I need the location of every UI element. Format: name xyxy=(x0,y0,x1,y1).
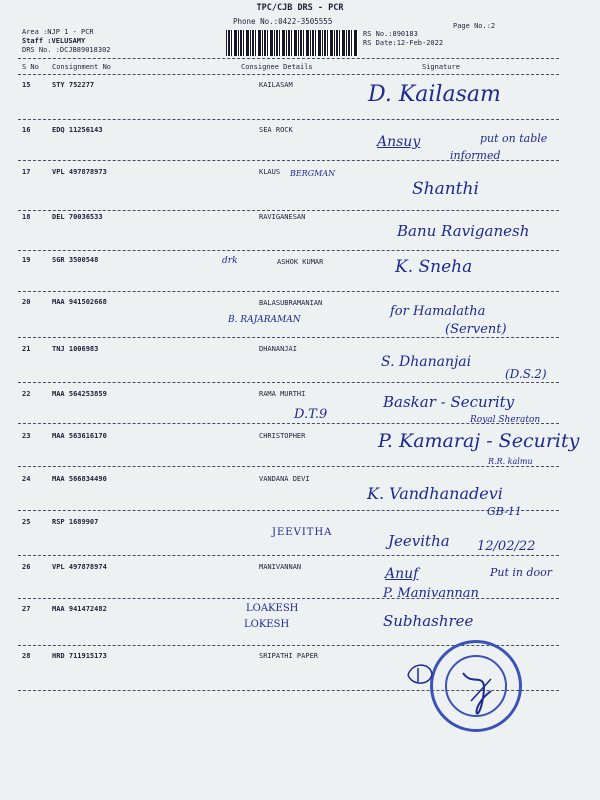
signature-subhashree: Subhashree xyxy=(383,612,474,630)
barcode xyxy=(226,30,358,56)
signature-baskar-security: Baskar - Security xyxy=(383,393,515,411)
row-sno: 20 xyxy=(22,298,31,306)
row-sno: 18 xyxy=(22,213,31,221)
row-consignment-no: RSP 1689907 xyxy=(52,518,99,526)
row-sno: 15 xyxy=(22,81,31,89)
row-divider xyxy=(18,210,559,211)
row-consignment-no: STY 752277 xyxy=(52,81,95,89)
note-put-in-door: Put in door xyxy=(490,566,553,579)
rs-date: RS Date:12-Feb-2022 xyxy=(363,39,444,47)
row-consignee: KAILASAM xyxy=(259,81,293,89)
row-divider xyxy=(18,250,559,251)
signature-jeevitha: Jeevitha xyxy=(388,532,450,550)
note-dt9: D.T.9 xyxy=(294,407,328,422)
row-sno: 22 xyxy=(22,390,31,398)
note-drk: drk xyxy=(222,256,238,266)
note-rr-kalmu: R.R. kalmu xyxy=(488,457,533,466)
row-consignee: RAVIGANESAN xyxy=(259,213,306,221)
signature-anuf: Anuf xyxy=(385,566,419,582)
row-consignment-no: MAA 563616170 xyxy=(52,432,107,440)
note-informed: informed xyxy=(450,149,501,162)
row-consignment-no: DEL 70036533 xyxy=(52,213,103,221)
row-consignment-no: VPL 497878973 xyxy=(52,168,107,176)
note-ds2: (D.S.2) xyxy=(505,367,547,381)
row-consignment-no: MAA 566834490 xyxy=(52,475,107,483)
handwritten-b-rajaraman: B. RAJARAMAN xyxy=(228,315,301,325)
date-12-02-22: 12/02/22 xyxy=(477,539,536,554)
row-divider xyxy=(18,337,559,338)
row-divider xyxy=(18,510,559,511)
row-consignment-no: VPL 497878974 xyxy=(52,563,107,571)
row-consignment-no: TNJ 1006983 xyxy=(52,345,99,353)
row-consignment-no: MAA 564253859 xyxy=(52,390,107,398)
row-sno: 19 xyxy=(22,256,31,264)
signature-banu-raviganesh: Banu Raviganesh xyxy=(397,222,530,240)
row-sno: 21 xyxy=(22,345,31,353)
row-consignee: KLAUS xyxy=(259,168,281,176)
area-label: Area :NJP 1 - PCR xyxy=(22,28,94,36)
row-divider xyxy=(18,382,559,383)
row-sno: 23 xyxy=(22,432,31,440)
stamp-signature-scribble xyxy=(433,643,519,729)
signature-ansuy: Ansuy xyxy=(377,134,421,150)
signature-shanthi: Shanthi xyxy=(412,179,479,199)
row-sno: 26 xyxy=(22,563,31,571)
signature-p-kamaraj-security: P. Kamaraj - Security xyxy=(378,430,580,452)
row-consignment-no: MAA 941502668 xyxy=(52,298,107,306)
rs-number: RS No.:890183 xyxy=(363,30,418,38)
document-title: TPC/CJB DRS - PCR xyxy=(256,3,344,13)
staff-label: Staff :VELUSAMY xyxy=(22,37,86,45)
drs-number: DRS No. :DCJB89018302 xyxy=(22,46,111,54)
signature-k-sneha: K. Sneha xyxy=(395,257,473,277)
row-sno: 16 xyxy=(22,126,31,134)
note-servent: (Servent) xyxy=(445,322,507,337)
note-gb-11: GB-11 xyxy=(487,505,522,518)
row-divider xyxy=(18,119,559,120)
row-sno: 17 xyxy=(22,168,31,176)
row-consignee: VANDANA DEVI xyxy=(259,475,310,483)
row-consignee: BALASUBRAMANIAN xyxy=(259,299,323,307)
row-sno: 27 xyxy=(22,605,31,613)
row-consignee: MANIVANNAN xyxy=(259,563,302,571)
row-consignee: CHRISTOPHER xyxy=(259,432,306,440)
signature-for-hamalatha: for Hamalatha xyxy=(390,304,486,319)
row-sno: 25 xyxy=(22,518,31,526)
scribble-mark xyxy=(400,660,440,690)
handwritten-loakesh: LOAKESH xyxy=(246,603,299,614)
col-header-signature: Signature xyxy=(422,63,460,71)
row-divider xyxy=(18,466,559,467)
row-consignment-no: HRD 711915173 xyxy=(52,652,107,660)
row-consignee: RAMA MURTHI xyxy=(259,390,306,398)
handwritten-lokesh: LOKESH xyxy=(244,619,290,630)
row-consignment-no: EDQ 11256143 xyxy=(52,126,103,134)
header-top-rule xyxy=(18,58,559,59)
row-consignment-no: MAA 941472482 xyxy=(52,605,107,613)
handwritten-bergman: BERGMAN xyxy=(290,169,336,178)
row-divider xyxy=(18,291,559,292)
handwritten-jeevitha: JEEVITHA xyxy=(272,527,333,538)
signature-s-dhananjai: S. Dhananjai xyxy=(381,354,472,370)
note-royal-sheraton: Royal Sheraton xyxy=(470,415,541,425)
row-consignee: SRIPATHI PAPER xyxy=(259,652,319,660)
signature-kailasam: D. Kailasam xyxy=(368,82,501,107)
col-header-sno: S No xyxy=(22,63,39,71)
col-header-consignment: Consignment No xyxy=(52,63,112,71)
col-header-consignee: Consignee Details xyxy=(241,63,313,71)
header-bottom-rule xyxy=(18,74,559,75)
signature-p-manivannan: P. Manivannan xyxy=(383,586,479,601)
row-consignment-no: SGR 3500548 xyxy=(52,256,99,264)
row-divider xyxy=(18,555,559,556)
row-sno: 28 xyxy=(22,652,31,660)
note-put-on-table: put on table xyxy=(480,132,548,145)
row-sno: 24 xyxy=(22,475,31,483)
row-consignee: DHANANJAI xyxy=(259,345,297,353)
company-stamp xyxy=(430,640,522,732)
row-consignee: ASHOK KUMAR xyxy=(277,258,324,266)
row-consignee: SEA ROCK xyxy=(259,126,293,134)
signature-k-vandhanadevi: K. Vandhanadevi xyxy=(367,484,503,503)
page-number: Page No.:2 xyxy=(453,22,496,30)
phone-number: Phone No.:0422-3505555 xyxy=(233,17,333,26)
